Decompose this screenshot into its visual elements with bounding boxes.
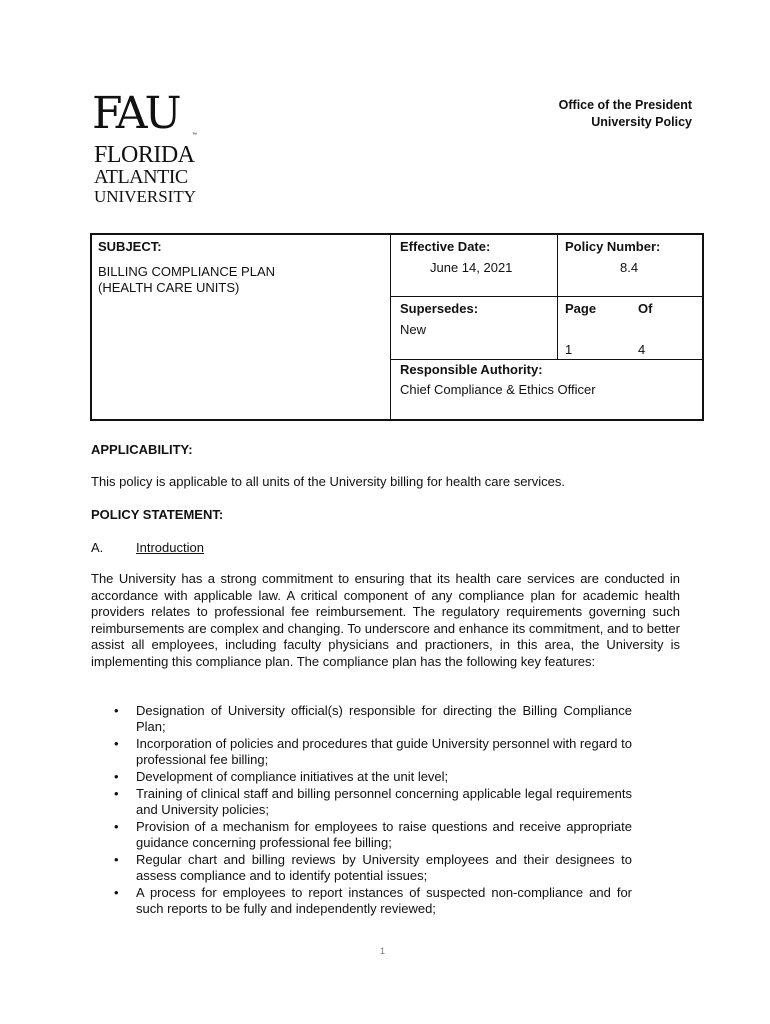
bullet-icon: • <box>114 785 119 801</box>
introduction-paragraph: The University has a strong commitment to ensuring that its health care services are conducted in accordance with applicable law. A critical component of any compliance plan for academic health providers relates to professional fee reimbursement. The regulatory requirements governing such reimbursements are complex and changing. To underscore and enhance its commitment, and to better assist all employees, including faculty physicians and practioners, in this area, the University is implementing this compliance plan. The compliance plan has the following key features: <box>91 571 680 669</box>
bullet-icon: • <box>114 884 119 900</box>
policy-statement-heading: POLICY STATEMENT: <box>91 507 224 522</box>
policy-number-label: Policy Number: <box>565 239 661 254</box>
list-item: • Development of compliance initiatives at the unit level; <box>114 769 449 784</box>
list-item: • Provision of a mechanism for employees to raise questions and receive appropriate guidance concerning professional fee billing; <box>114 818 632 850</box>
logo-monogram: FAU <box>92 88 179 139</box>
office-header <box>559 97 692 131</box>
table-divider-vertical-1 <box>390 235 391 419</box>
list-item: • Incorporation of policies and procedures that guide University personnel with regard to professional fee billing; <box>114 736 632 768</box>
responsible-authority-value: Chief Compliance & Ethics Officer <box>400 382 596 397</box>
bullet-icon: • <box>114 769 119 784</box>
list-item: • Designation of University official(s) responsible for directing the Billing Compliance Plan; <box>114 703 632 735</box>
table-divider-horizontal-1 <box>390 296 702 297</box>
of-label: Of <box>638 301 653 316</box>
page-number: 1 <box>380 946 386 956</box>
table-divider-vertical-2 <box>557 235 558 359</box>
logo-trademark: ™ <box>192 132 197 138</box>
bullet-icon: • <box>114 736 119 751</box>
policy-info-table <box>90 233 704 421</box>
logo-atlantic: ATLANTIC <box>94 166 188 188</box>
office-line-2: University Policy <box>591 115 692 129</box>
bullet-icon: • <box>114 703 119 718</box>
effective-date-label: Effective Date: <box>400 239 491 254</box>
key-features-list <box>112 703 632 918</box>
bullet-icon: • <box>114 818 119 834</box>
subject-label: SUBJECT: <box>98 239 162 254</box>
of-value: 4 <box>638 342 646 357</box>
fau-logo <box>92 90 212 205</box>
section-letter: A. <box>91 540 104 555</box>
subject-line-2: (HEALTH CARE UNITS) <box>98 280 240 295</box>
responsible-authority-label: Responsible Authority: <box>400 362 543 377</box>
office-line-1: Office of the President <box>558 98 692 112</box>
list-item: • A process for employees to report instances of suspected non-compliance and for such reports to be fully and independently reviewed; <box>114 884 632 916</box>
effective-date-value: June 14, 2021 <box>430 260 513 275</box>
bullet-icon: • <box>114 851 119 867</box>
list-item: • Training of clinical staff and billing personnel concerning applicable legal requirements and University policies; <box>114 785 632 817</box>
subject-line-1: BILLING COMPLIANCE PLAN <box>98 264 275 279</box>
supersedes-label: Supersedes: <box>400 301 479 316</box>
table-divider-horizontal-2 <box>390 359 702 360</box>
supersedes-value: New <box>400 322 427 337</box>
applicability-text: This policy is applicable to all units of the University billing for health care services. <box>91 474 565 489</box>
page-value: 1 <box>565 342 573 357</box>
section-title-introduction: Introduction <box>136 540 204 555</box>
policy-number-value: 8.4 <box>620 260 639 275</box>
list-item: • Regular chart and billing reviews by University employees and their designees to assess compliance and to identify potential issues; <box>114 851 632 883</box>
logo-university: UNIVERSITY <box>94 187 196 206</box>
page-label: Page <box>565 301 597 316</box>
applicability-heading: APPLICABILITY: <box>91 442 193 457</box>
logo-florida: FLORIDA <box>94 142 195 168</box>
